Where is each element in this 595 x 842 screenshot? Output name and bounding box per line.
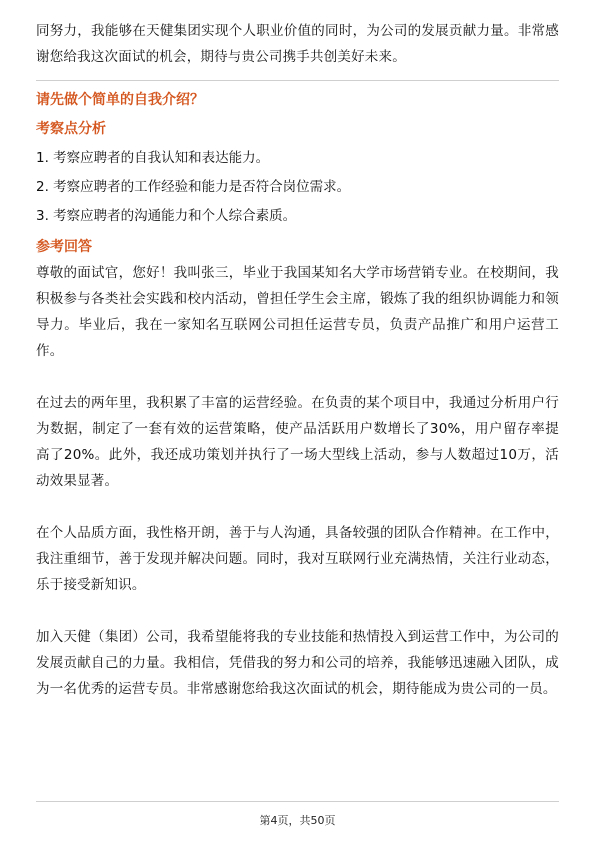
answer-body — [36, 260, 559, 702]
answer-paragraph-3: 在个人品质方面，我性格开朗，善于与人沟通，具备较强的团队合作精神。在工作中，我注重细节，善于发现并解决问题。同时，我对互联网行业充满热情，关注行业动态，乐于接受新知识。 — [36, 525, 559, 593]
page-number: 第4页，共50页 — [259, 814, 336, 827]
analysis-heading: 考察点分析 — [36, 121, 106, 137]
analysis-point-3: 3. 考察应聘者的沟通能力和个人综合素质。 — [36, 208, 297, 224]
question-heading: 请先做个简单的自我介绍？ — [36, 92, 204, 108]
paragraph-spacer — [36, 364, 559, 390]
intro-paragraph: 同努力，我能够在天健集团实现个人职业价值的同时，为公司的发展贡献力量。非常感谢您给我这次面试的机会，期待与贵公司携手共创美好未来。 — [36, 23, 559, 65]
footer-divider — [36, 801, 559, 802]
answer-paragraph-1: 尊敬的面试官，您好！我叫张三，毕业于我国某知名大学市场营销专业。在校期间，我积极参与各类社会实践和校内活动，曾担任学生会主席，锻炼了我的组织协调能力和领导力。毕业后，我在一家知名互联网公司担任运营专员，负责产品推广和用户运营工作。 — [36, 265, 559, 359]
answer-paragraph-4: 加入天健（集团）公司，我希望能将我的专业技能和热情投入到运营工作中，为公司的发展贡献自己的力量。我相信，凭借我的努力和公司的培养，我能够迅速融入团队，成为一名优秀的运营专员。非常感谢您给我这次面试的机会，期待能成为贵公司的一员。 — [36, 629, 559, 697]
paragraph-spacer — [36, 598, 559, 624]
paragraph-spacer — [36, 494, 559, 520]
analysis-point-2: 2. 考察应聘者的工作经验和能力是否符合岗位需求。 — [36, 179, 351, 195]
answer-paragraph-2: 在过去的两年里，我积累了丰富的运营经验。在负责的某个项目中，我通过分析用户行为数据，制定了一套有效的运营策略，使产品活跃用户数增长了30%，用户留存率提高了20%。此外，我还成功策划并执行了一场大型线上活动，参与人数超过10万，活动效果显著。 — [36, 395, 559, 489]
document-page — [36, 0, 559, 702]
answer-heading: 参考回答 — [36, 239, 92, 255]
section-divider — [36, 80, 559, 81]
analysis-point-1: 1. 考察应聘者的自我认知和表达能力。 — [36, 150, 270, 166]
